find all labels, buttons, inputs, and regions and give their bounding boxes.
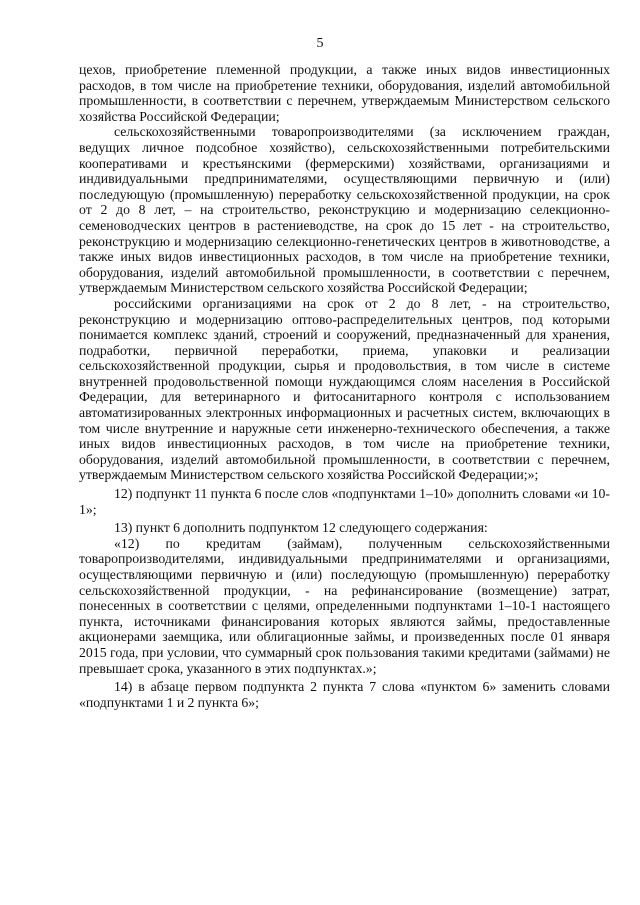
- paragraph-item-14: 14) в абзаце первом подпункта 2 пункта 7 слова «пунктом 6» заменить словами «подпунктами 1 и 2 пункта 6»;: [79, 679, 610, 710]
- paragraph-item-13: 13) пункт 6 дополнить подпунктом 12 следующего содержания:: [114, 520, 488, 536]
- paragraph-continuation: цехов, приобретение племенной продукции, а также иных видов инвестиционных расходов, в том числе на приобретение техники, оборудования, изделий автомобильной промышленности, в соответствии с перечнем, утверждаемым Министерством сельского хозяйства Российской Федерации;: [79, 62, 610, 124]
- paragraph-russian-organizations: российскими организациями на срок от 2 до 8 лет, - на строительство, реконструкцию и модернизацию оптово-распределительных центров, под которыми понимается комплекс зданий, строений и сооружений, предназначенный для хранения, подработки, первичной переработки, приема, упаковки и реализации сельскохозяйственной продукции, сырья и продовольствия, в том числе в системе внутренней продовольственной помощи нуждающимся слоям населения в Российской Федерации, для ветеринарного и фитосанитарного контроля с использованием автоматизированных электронных информационных и расчетных систем, включающих в том числе внутренние и наружные сети инженерно-технического обеспечения, а также иных видов инвестиционных расходов, в том числе на приобретение техники, оборудования, изделий автомобильной промышленности, в соответствии с перечнем, утверждаемым Министерством сельского хозяйства Российской Федерации;»;: [79, 295, 610, 483]
- paragraph-agricultural-producers: сельскохозяйственными товаропроизводителями (за исключением граждан, ведущих личное подсобное хозяйство), сельскохозяйственными потребительскими кооперативами и крестьянскими (фермерскими) хозяйствами, организациями и индивидуальными предпринимателями, осуществляющими первичную и (или) последующую (промышленную) переработку сельскохозяйственной продукции, на срок от 2 до 8 лет, – на строительство, реконструкцию и модернизацию селекционно-семеноводческих центров в растениеводстве, на срок до 15 лет - на строительство, реконструкцию и модернизацию селекционно-генетических центров в животноводстве, а также иных видов инвестиционных расходов, в том числе на приобретение техники, оборудования, изделий автомобильной промышленности, в соответствии с перечнем, утверждаемым Министерством сельского хозяйства Российской Федерации;: [79, 124, 610, 296]
- paragraph-subitem-12-text: «12) по кредитам (займам), полученным сельскохозяйственными товаропроизводителями, индивидуальными предпринимателями и организациями, осуществляющими первичную и (или) последующую (промышленную) переработку сельскохозяйственной продукции, - на рефинансирование (возмещение) затрат, понесенных в соответствии с целями, определенными подпунктами 1–10-1 настоящего пункта, источниками финансирования которых являются займы, предоставленные акционерами заемщика, или облигационные займы, и произведенных после 01 января 2015 года, при условии, что суммарный срок пользования такими кредитами (займами) не превышает срока, указанного в этих подпунктах.»;: [79, 535, 610, 676]
- paragraph-item-12: 12) подпункт 11 пункта 6 после слов «подпунктами 1–10» дополнить словами «и 10-1»;: [79, 486, 610, 517]
- document-body: [79, 62, 610, 710]
- page-number: 5: [316, 36, 324, 51]
